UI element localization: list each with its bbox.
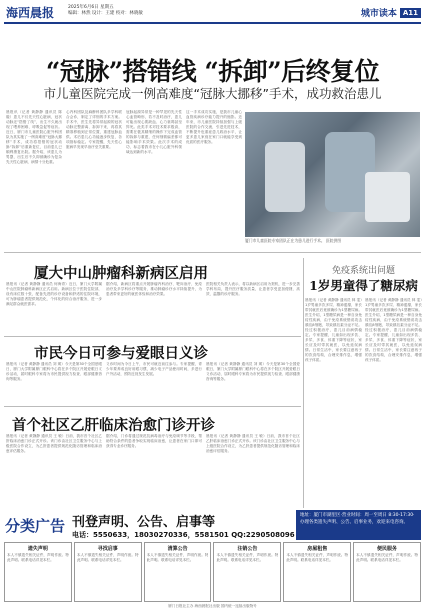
article3-headline: 市民今日可参与爱眼日义诊 bbox=[34, 345, 208, 362]
lead-subhead: 市儿童医院完成一例高难度“冠脉大挪移”手术，成功救治患儿 bbox=[43, 86, 382, 101]
article5-column-1: 晨报讯（记者 黄静静 通讯员 林 雯）1岁男童多饮多尿、精神萎靡，家长带其就医后竟被确诊为1型糖尿病。医生介绍，1型糖尿病是一种自身免疫性疾病，由于免疫系统错误攻击胰岛β细胞，导致胰岛素分泌不足。经过积极治疗，患儿目前病情稳定。专家提醒，儿童如出现多饮、多尿、多食、体重下降等症状，家长应及时带其就医，以免延误病情。日常生活中，家长要注意孩子的饮食结构，合理安排作息，增强孩子体质。 bbox=[305, 298, 362, 362]
ad-column bbox=[74, 542, 142, 602]
ad-column-heading: 便民服务 bbox=[377, 546, 398, 552]
ad-column-body: 本人不慎遗失相关证件，声明作废。特此声明。联系电话详见本栏。 bbox=[216, 553, 279, 562]
article2-column-3: 医院相关负责人表示，将以新病区启用为契机，进一步完善学科布局，提升医疗服务质量，让患者享受更加便捷、高效、温馨的诊疗服务。 bbox=[206, 282, 300, 296]
masthead-meta bbox=[68, 5, 143, 17]
section-divider bbox=[4, 336, 301, 337]
article5-column-2: 晨报讯（记者 黄静静 通讯员 林 雯）1岁男童多饮多尿、精神萎靡，家长带其就医后竟被确诊为1型糖尿病。医生介绍，1型糖尿病是一种自身免疫性疾病，由于免疫系统错误攻击胰岛β细胞，导致胰岛素分泌不足。经过积极治疗，患儿目前病情稳定。专家提醒，儿童如出现多饮、多尿、多食、体重下降等症状，家长应及时带其就医，以免延误病情。日常生活中，家长要注意孩子的饮食结构，合理安排作息，增强孩子体质。 bbox=[365, 298, 422, 362]
ad-column-body: 本人不慎遗失相关证件，声明作废。特此声明。联系电话详见本栏。 bbox=[76, 553, 139, 562]
classified-ads-phone: 电话：5550633，18030270336，5581501 QQ:2290508096 bbox=[72, 530, 295, 539]
ad-column-body: 本人不慎遗失相关证件，声明作废。特此声明。联系电话详见本栏。 bbox=[7, 553, 69, 562]
classified-ads-title: 分类广告 bbox=[4, 516, 65, 535]
top-rule bbox=[4, 22, 421, 24]
ad-column bbox=[144, 542, 212, 602]
classified-ads-heading: 刊登声明、公告、启事等 bbox=[72, 514, 216, 530]
page-footer: 厦门日报社主办 海西晨报社出版 国内统一连续出版物号 bbox=[168, 604, 257, 608]
lead-column-4: 这一手术成功实施，是我市儿童心血管疾病诊疗能力提升的缩影。近年来，市儿童医院持续加强与上级医院的合作交流，引进先进技术，不断提升危重症患儿救治水平，让更多患儿家庭在家门口就能享受到优质的医疗服务。 bbox=[186, 110, 242, 144]
masthead-editors: 编辑：林然 设计：王建 校对：林晓敏 bbox=[68, 11, 143, 16]
ad-column-heading: 注销公告 bbox=[237, 546, 258, 552]
ad-column bbox=[4, 542, 72, 602]
article4-column-1: 晨报讯（记者 黄静静 通讯员 王 敏）日前，我市首个社区乙肝临床治愈门诊正式开诊。该门诊由社区卫生服务中心与上级医院合作设立，为乙肝患者提供规范化随访管理和临床治愈评估服务。 bbox=[6, 434, 102, 453]
article5-headline: 1岁男童得了糖尿病 bbox=[309, 278, 418, 293]
classified-ads-notice: 地址：厦门市湖里区·营业时间：周一至周日 8:30-17:30·办理各类遗失声明、公告、启事业务，欢迎来电咨询。 bbox=[296, 510, 421, 540]
lead-column-3: 冠脉起源异常是一种罕见的先天性心血管畸形，若不及时治疗，患儿可能出现心肌缺血、心力衰竭甚至猝死。此类手术对技术要求极高，需要在极其精细的操作下完成血管的拆卸与重建，任何细微偏差都可能影响手术效果。此次手术的成功，标志着我市在小儿心脏外科领域达到新的水平。 bbox=[126, 110, 182, 154]
section-tag bbox=[361, 6, 421, 19]
article3-column-3: 晨报讯（记者 黄静静 通讯员 刘 瑛）今天是第30个全国爱眼日，厦门大学附属厦门眼科中心将在多个院区开展爱眼日义诊活动，届时眼科专家将为市民提供视力检查、眼部健康咨询等服务。 bbox=[206, 362, 300, 381]
ad-column-heading: 遗失声明 bbox=[27, 546, 48, 552]
ad-column bbox=[353, 542, 421, 602]
article4-headline: 首个社区乙肝临床治愈门诊开诊 bbox=[12, 417, 215, 434]
section-divider bbox=[4, 406, 301, 407]
lead-photo bbox=[245, 112, 420, 237]
article2-column-1: 晨报讯（记者 黄静静 通讯员 何海青）近日，厦门大学附属中山医院肿瘤科新病区正式启用。新病区位于医院住院部，设有床位数十张，配备先进的诊疗设备和舒适的住院环境，可为肿瘤患者提供规范化、个体化的综合治疗服务，进一步满足群众就医需求。 bbox=[6, 282, 102, 306]
article4-column-2: 据介绍，门诊将通过规范抗病毒治疗与免疫调节等手段，帮助符合条件的患者争取实现临床治愈，让患者在家门口即可获得专业诊疗服务。 bbox=[106, 434, 202, 448]
masthead-logo: 海西晨报 bbox=[6, 6, 55, 20]
ad-column-heading: 寻找启事 bbox=[97, 546, 118, 552]
ad-column-heading: 房屋租售 bbox=[307, 546, 328, 552]
column-divider bbox=[303, 258, 304, 508]
section-divider bbox=[4, 252, 421, 253]
ad-column bbox=[213, 542, 281, 602]
masthead-date: 2025年6月6日 星期五 bbox=[68, 5, 114, 10]
classified-ads-info bbox=[66, 510, 296, 540]
ad-column-heading: 清算公告 bbox=[167, 546, 188, 552]
ad-column-body: 本人不慎遗失相关证件，声明作废。特此声明。联系电话详见本栏。 bbox=[356, 553, 418, 562]
article3-column-1: 晨报讯（记者 黄静静 通讯员 刘 瑛）今天是第30个全国爱眼日，厦门大学附属厦门眼科中心将在多个院区开展爱眼日义诊活动，届时眼科专家将为市民提供视力检查、眼部健康咨询等服务。 bbox=[6, 362, 102, 381]
article5-kicker: 免疫系统出问题 bbox=[331, 266, 395, 276]
classified-ads-banner bbox=[4, 510, 421, 540]
article2-headline: 厦大中山肿瘤科新病区启用 bbox=[34, 265, 208, 282]
classified-ads-grid bbox=[4, 542, 421, 602]
lead-column-2: 心内科团队及麻醉科团队多学科联合会诊，制定了详细的手术方案。手术中，医生先将异常起源的冠状动脉完整游离、拆卸下来，再将其精准移植到正常位置，重建冠脉血供。术后患儿心功能逐步恢复，各项指标稳定。专家提醒，先天性心脏病早发现早治疗至关重要。 bbox=[66, 110, 122, 149]
article3-column-2: 义诊时间为今日上午，市民可就近前往参与。专家提醒，青少年要养成良好用眼习惯，减少电子产品使用时间，多进行户外活动，预防近视发生发展。 bbox=[106, 362, 202, 376]
lead-column-1: 晨报讯（记者 黄静静 通讯员 陈 璇）患儿不仅先天性心脏病，冠状动脉还“搭错了线”，出生不久就出现了喂养困难、呼吸急促等症状。近日，厦门市儿童医院心脏外科团队为其实施了一例高难度“冠脉大挪移”手术，成功将搭错的冠状动脉“拆卸”后重新复位，目前患儿已顺利康复出院。据介绍，该患儿为男婴，出生后不久即被确诊为复杂先天性心脏病，病情十分危重。 bbox=[6, 110, 62, 164]
ad-column-body: 本人不慎遗失相关证件，声明作废。特此声明。联系电话详见本栏。 bbox=[146, 553, 209, 562]
ad-column-body: 本人不慎遗失相关证件，声明作废。特此声明。联系电话详见本栏。 bbox=[286, 553, 349, 562]
lead-photo-caption: 厦门市儿童医院专家团队正在为患儿进行手术。 医院供图 bbox=[245, 238, 342, 243]
article5-box bbox=[305, 263, 422, 508]
article4-column-3: 晨报讯（记者 黄静静 通讯员 王 敏）日前，我市首个社区乙肝临床治愈门诊正式开诊。该门诊由社区卫生服务中心与上级医院合作设立，为乙肝患者提供规范化随访管理和临床治愈评估服务。 bbox=[206, 434, 300, 453]
section-name: 城市读本 bbox=[360, 9, 397, 19]
page-number-badge: A11 bbox=[400, 8, 421, 18]
lead-headline: “冠脉”搭错线 “拆卸”后终复位 bbox=[45, 57, 380, 86]
ad-column bbox=[283, 542, 351, 602]
article2-column-2: 据介绍，新病区将重点开展肿瘤内科治疗、靶向治疗、免疫治疗及多学科诊疗等服务，推动肿瘤诊疗水平持续提升，为患者带来更好的就医体验和治疗效果。 bbox=[106, 282, 202, 296]
